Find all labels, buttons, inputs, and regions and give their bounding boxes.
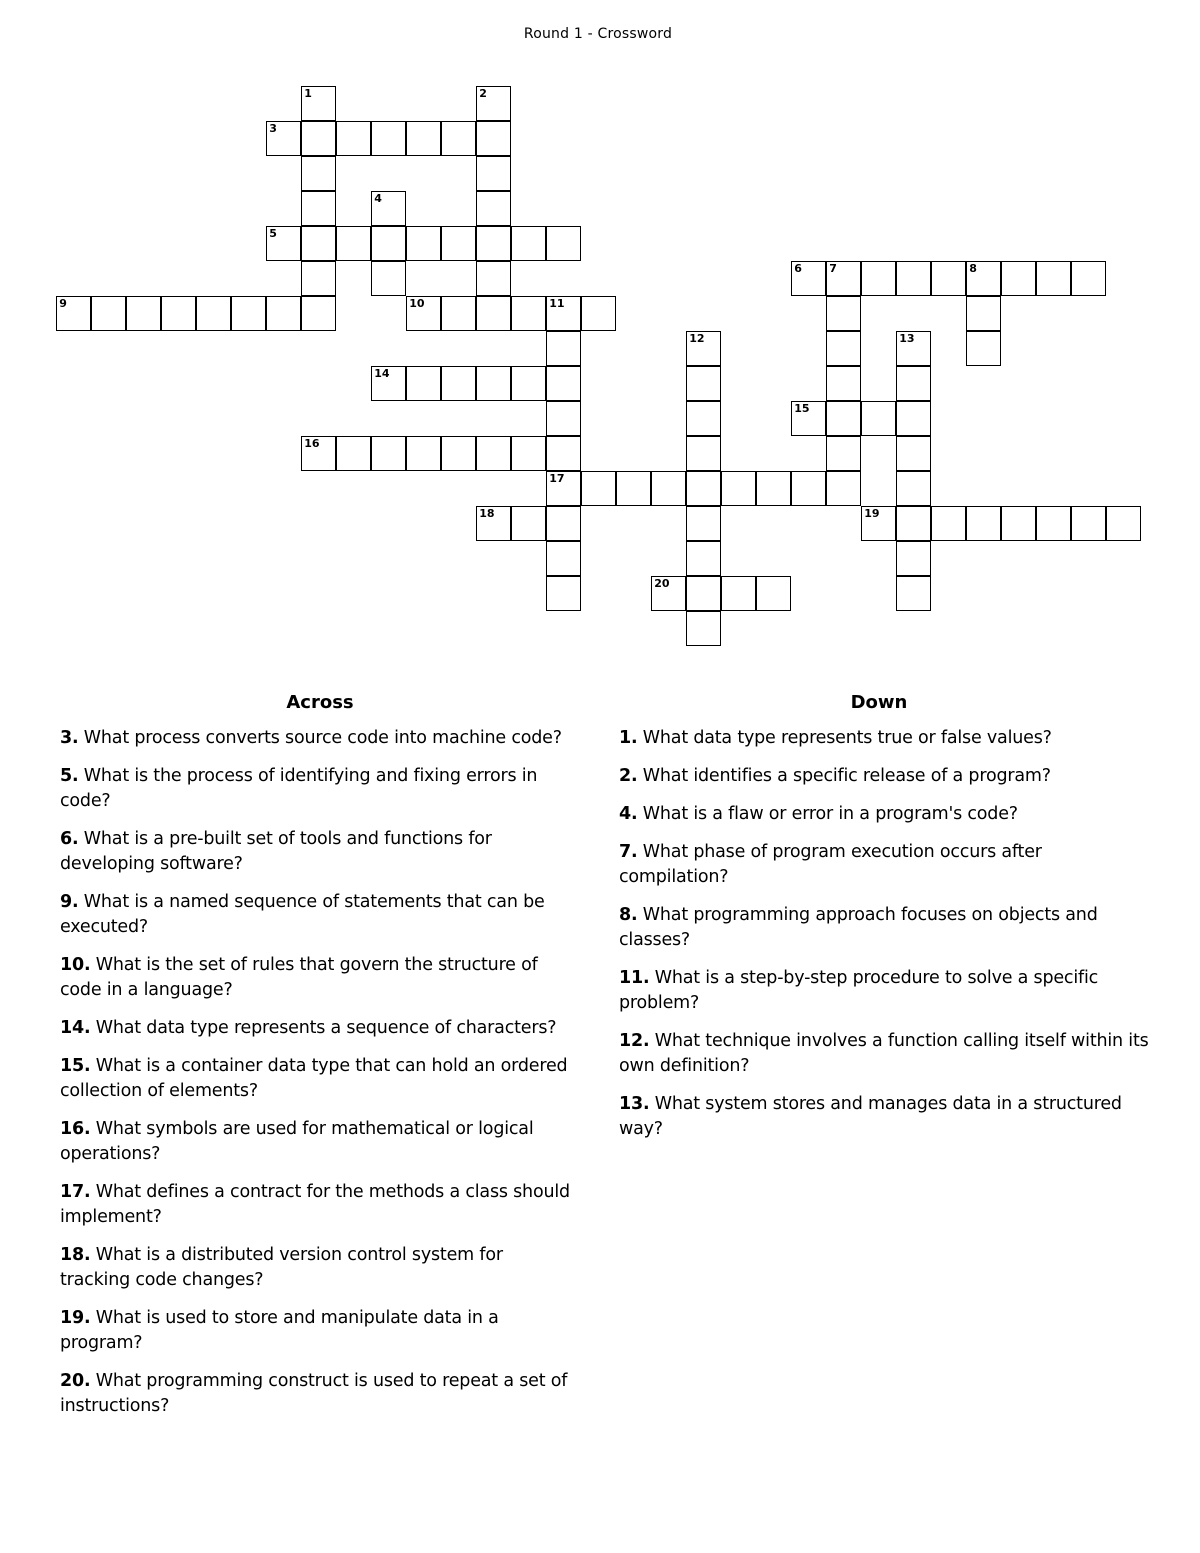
across-heading: Across [286,692,354,713]
grid-cell[interactable] [476,296,511,331]
grid-cell[interactable] [1036,261,1071,296]
clue-text: What is used to store and manipulate data in a program? [60,1308,499,1353]
across-clue-20 [60,1369,575,1419]
grid-cell[interactable] [581,471,616,506]
clue-number: 20. [60,1371,91,1391]
clue-text: What is a container data type that can hold an ordered collection of elements? [60,1056,568,1101]
grid-cell[interactable] [651,471,686,506]
grid-cell[interactable] [371,366,406,401]
cell-number: 9 [59,297,67,311]
clue-text: What technique involves a function calling itself within its own definition? [619,1031,1149,1076]
grid-cell[interactable] [476,436,511,471]
grid-cell[interactable] [301,226,336,261]
across-clue-17 [60,1180,575,1230]
grid-cell[interactable] [406,366,441,401]
grid-cell[interactable] [406,436,441,471]
grid-cell[interactable] [896,576,931,611]
grid-cell[interactable] [931,261,966,296]
grid-cell[interactable] [861,401,896,436]
down-clue-2 [619,764,1149,789]
clue-text: What is a flaw or error in a program's code? [637,804,1018,824]
cell-number: 7 [829,262,837,276]
grid-cell[interactable] [826,471,861,506]
cell-number: 3 [269,122,277,136]
grid-cell[interactable] [721,576,756,611]
grid-cell[interactable] [301,121,336,156]
across-clue-6 [60,827,575,877]
grid-cell[interactable] [56,296,91,331]
down-clue-4 [619,802,1149,827]
grid-cell[interactable] [931,506,966,541]
grid-cell[interactable] [791,471,826,506]
down-clue-13 [619,1092,1149,1142]
grid-cell[interactable] [896,366,931,401]
down-clue-12 [619,1029,1149,1079]
across-clue-list [60,726,575,1432]
grid-cell[interactable] [266,296,301,331]
grid-cell[interactable] [476,191,511,226]
grid-cell[interactable] [686,506,721,541]
clue-number: 15. [60,1056,91,1076]
grid-cell[interactable] [301,436,336,471]
grid-cell[interactable] [581,296,616,331]
across-clue-19 [60,1306,575,1356]
grid-cell[interactable] [826,436,861,471]
cell-number: 6 [794,262,802,276]
grid-cell[interactable] [896,436,931,471]
grid-cell[interactable] [966,506,1001,541]
cell-number: 14 [374,367,390,381]
grid-cell[interactable] [686,576,721,611]
grid-cell[interactable] [546,436,581,471]
clue-number: 19. [60,1308,91,1328]
grid-cell[interactable] [826,331,861,366]
clue-text: What is the set of rules that govern the structure of code in a language? [60,955,538,1000]
clue-number: 13. [619,1094,650,1114]
grid-cell[interactable] [266,226,301,261]
grid-cell[interactable] [651,576,686,611]
cell-number: 17 [549,472,565,486]
clue-number: 3. [60,728,79,748]
grid-cell[interactable] [791,261,826,296]
grid-cell[interactable] [476,156,511,191]
grid-cell[interactable] [371,191,406,226]
grid-cell[interactable] [686,471,721,506]
clue-text: What programming construct is used to repeat a set of instructions? [60,1371,568,1416]
clue-text: What data type represents true or false values? [637,728,1052,748]
grid-cell[interactable] [511,226,546,261]
down-clue-7 [619,840,1149,890]
grid-cell[interactable] [686,611,721,646]
grid-cell[interactable] [301,261,336,296]
grid-cell[interactable] [441,436,476,471]
grid-cell[interactable] [476,121,511,156]
clue-number: 12. [619,1031,650,1051]
grid-cell[interactable] [126,296,161,331]
grid-cell[interactable] [686,401,721,436]
grid-cell[interactable] [406,296,441,331]
grid-cell[interactable] [686,541,721,576]
across-clue-18 [60,1243,575,1293]
down-clue-8 [619,903,1149,953]
grid-cell[interactable] [406,121,441,156]
grid-cell[interactable] [546,541,581,576]
clue-text: What is a step-by-step procedure to solve a specific problem? [619,968,1099,1013]
clue-text: What is the process of identifying and fixing errors in code? [60,766,538,811]
grid-cell[interactable] [1036,506,1071,541]
clue-text: What defines a contract for the methods a class should implement? [60,1182,570,1227]
cell-number: 15 [794,402,810,416]
grid-cell[interactable] [546,296,581,331]
clue-number: 11. [619,968,650,988]
grid-cell[interactable] [616,471,651,506]
cell-number: 19 [864,507,880,521]
grid-cell[interactable] [546,576,581,611]
across-clue-3 [60,726,575,751]
grid-cell[interactable] [336,436,371,471]
down-clue-11 [619,966,1149,1016]
clue-number: 7. [619,842,638,862]
clue-number: 5. [60,766,79,786]
cell-number: 11 [549,297,565,311]
down-heading: Down [850,692,908,713]
grid-cell[interactable] [686,436,721,471]
across-clue-5 [60,764,575,814]
grid-cell[interactable] [336,226,371,261]
across-clue-16 [60,1117,575,1167]
grid-cell[interactable] [826,366,861,401]
cell-number: 5 [269,227,277,241]
grid-cell[interactable] [511,296,546,331]
grid-cell[interactable] [686,366,721,401]
grid-cell[interactable] [476,261,511,296]
grid-cell[interactable] [371,436,406,471]
clue-number: 18. [60,1245,91,1265]
grid-cell[interactable] [686,331,721,366]
cell-number: 2 [479,87,487,101]
across-clue-9 [60,890,575,940]
grid-cell[interactable] [1071,506,1106,541]
grid-cell[interactable] [231,296,266,331]
grid-cell[interactable] [476,226,511,261]
grid-cell[interactable] [441,366,476,401]
across-clue-15 [60,1054,575,1104]
grid-cell[interactable] [896,261,931,296]
grid-cell[interactable] [861,506,896,541]
grid-cell[interactable] [826,261,861,296]
clue-text: What identifies a specific release of a program? [637,766,1051,786]
clue-text: What system stores and manages data in a structured way? [619,1094,1122,1139]
grid-cell[interactable] [966,261,1001,296]
grid-cell[interactable] [336,121,371,156]
grid-cell[interactable] [896,506,931,541]
grid-cell[interactable] [826,401,861,436]
grid-cell[interactable] [966,296,1001,331]
clue-text: What process converts source code into machine code? [78,728,562,748]
clue-number: 9. [60,892,79,912]
grid-cell[interactable] [756,576,791,611]
down-clue-1 [619,726,1149,751]
grid-cell[interactable] [371,226,406,261]
cell-number: 13 [899,332,915,346]
across-clue-10 [60,953,575,1003]
grid-cell[interactable] [301,191,336,226]
grid-cell[interactable] [161,296,196,331]
clue-text: What is a distributed version control system for tracking code changes? [60,1245,503,1290]
clue-number: 2. [619,766,638,786]
cell-number: 18 [479,507,495,521]
grid-cell[interactable] [1106,506,1141,541]
clue-number: 4. [619,804,638,824]
grid-cell[interactable] [966,331,1001,366]
grid-cell[interactable] [301,86,336,121]
grid-cell[interactable] [861,261,896,296]
clue-number: 1. [619,728,638,748]
grid-cell[interactable] [896,401,931,436]
cell-number: 8 [969,262,977,276]
clue-number: 10. [60,955,91,975]
clue-number: 8. [619,905,638,925]
grid-cell[interactable] [1071,261,1106,296]
cell-number: 10 [409,297,425,311]
across-clue-14 [60,1016,575,1041]
grid-cell[interactable] [896,541,931,576]
grid-cell[interactable] [406,226,441,261]
clue-number: 6. [60,829,79,849]
cell-number: 12 [689,332,705,346]
cell-number: 20 [654,577,670,591]
grid-cell[interactable] [756,471,791,506]
grid-cell[interactable] [546,506,581,541]
page-title: Round 1 - Crossword [523,26,673,42]
grid-cell[interactable] [441,121,476,156]
grid-cell[interactable] [301,156,336,191]
crossword-grid [0,0,1200,660]
grid-cell[interactable] [476,366,511,401]
grid-cell[interactable] [546,331,581,366]
grid-cell[interactable] [546,226,581,261]
down-clue-list [619,726,1149,1155]
grid-cell[interactable] [546,366,581,401]
clue-text: What is a pre-built set of tools and functions for developing software? [60,829,492,874]
clue-text: What symbols are used for mathematical or logical operations? [60,1119,534,1164]
cell-number: 1 [304,87,312,101]
clue-text: What programming approach focuses on objects and classes? [619,905,1098,950]
grid-cell[interactable] [1001,506,1036,541]
grid-cell[interactable] [791,401,826,436]
grid-cell[interactable] [301,296,336,331]
grid-cell[interactable] [441,296,476,331]
grid-cell[interactable] [441,226,476,261]
grid-cell[interactable] [896,331,931,366]
clue-number: 17. [60,1182,91,1202]
grid-cell[interactable] [476,86,511,121]
clue-text: What phase of program execution occurs after compilation? [619,842,1042,887]
clue-number: 16. [60,1119,91,1139]
grid-cell[interactable] [1001,261,1036,296]
clue-number: 14. [60,1018,91,1038]
grid-cell[interactable] [511,506,546,541]
grid-cell[interactable] [511,366,546,401]
grid-cell[interactable] [826,296,861,331]
grid-cell[interactable] [91,296,126,331]
grid-cell[interactable] [371,121,406,156]
grid-cell[interactable] [476,506,511,541]
grid-cell[interactable] [896,471,931,506]
clue-text: What is a named sequence of statements that can be executed? [60,892,545,937]
grid-cell[interactable] [196,296,231,331]
cell-number: 4 [374,192,382,206]
cell-number: 16 [304,437,320,451]
grid-cell[interactable] [546,401,581,436]
grid-cell[interactable] [371,261,406,296]
grid-cell[interactable] [546,471,581,506]
grid-cell[interactable] [721,471,756,506]
clue-text: What data type represents a sequence of characters? [90,1018,557,1038]
grid-cell[interactable] [511,436,546,471]
grid-cell[interactable] [266,121,301,156]
